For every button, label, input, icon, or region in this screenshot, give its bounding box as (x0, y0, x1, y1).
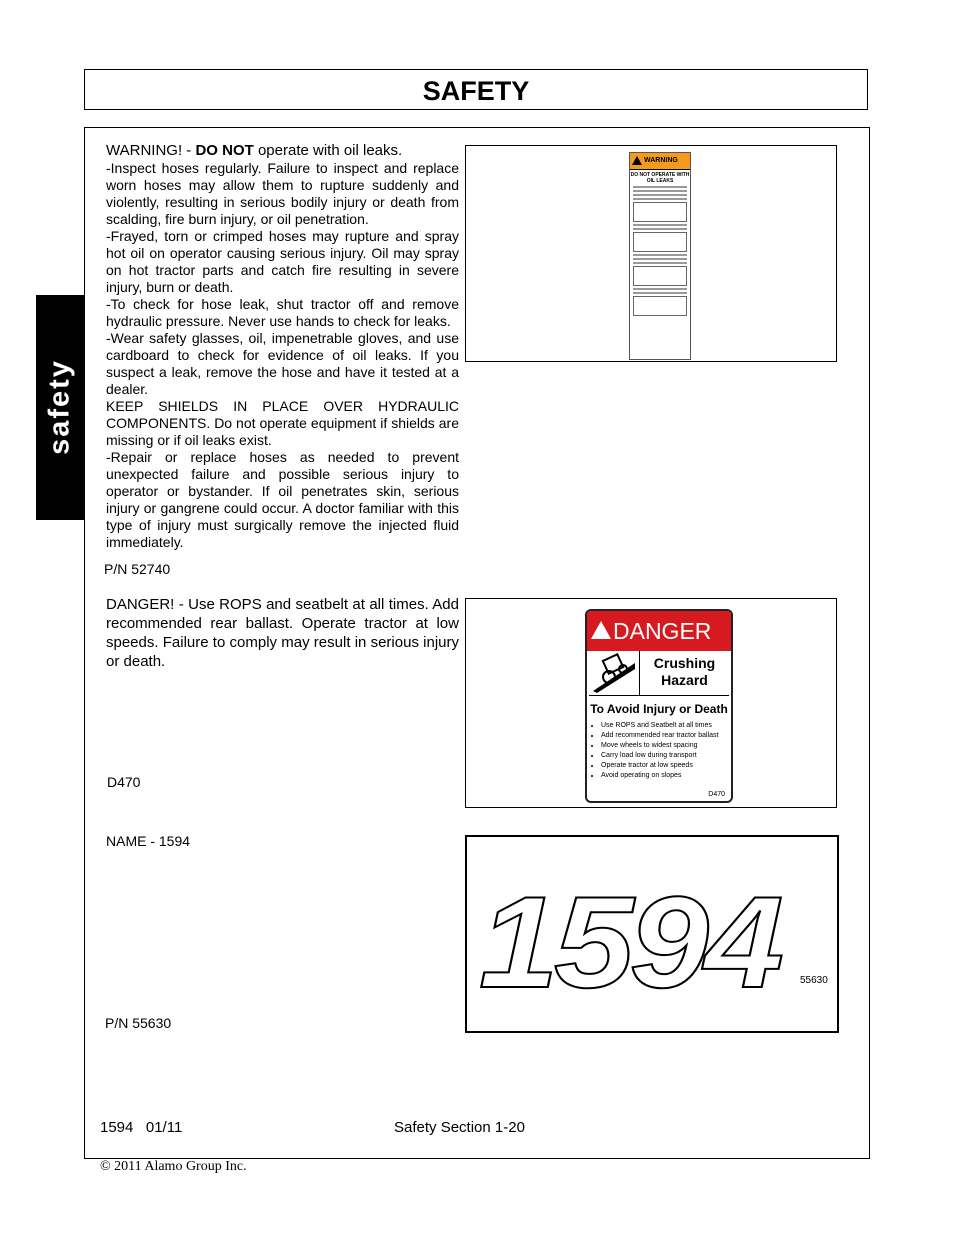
hand-check-icon (633, 232, 687, 252)
hose-spray-icon (633, 202, 687, 222)
danger-triangle-icon (591, 621, 611, 639)
warning-heading: WARNING! - DO NOT operate with oil leaks. (106, 142, 403, 159)
copyright: © 2011 Alamo Group Inc. (100, 1159, 247, 1174)
name-part-number: P/N 55630 (105, 1015, 172, 1031)
warning-paragraph: -Wear safety glasses, oil, impenetrable gloves, and use cardboard to check for evidence of oil leaks. If you suspect a leak, remove the hose and have it tested at a dealer. (106, 330, 459, 397)
name-decal-box (465, 835, 839, 1033)
warning-paragraph: -Frayed, torn or crimped hoses may rupture and spray hot oil on operator causing serious injury. Oil may spray on hot tractor parts and catch fire resulting in severe injury, burn or death. (106, 228, 459, 295)
warning-triangle-icon (632, 156, 642, 165)
list-item: • Avoid operating on slopes (601, 771, 731, 781)
model-number-decal: 1594 (479, 869, 780, 1015)
danger-avoid-title: To Avoid Injury or Death (590, 702, 728, 716)
footer-section: Safety Section 1-20 (394, 1119, 525, 1136)
warning-paragraph: -To check for hose leak, shut tractor off and remove hydraulic pressure. Never use hands to check for leaks. (106, 296, 459, 329)
warning-paragraph: -Inspect hoses regularly. Failure to inspect and replace worn hoses may allow them to rupture suddenly and violently, resulting in serious bodily injury or death from scalding, fire burn injury, or oil penetration. (106, 160, 459, 227)
list-item: • Move wheels to widest spacing (601, 741, 731, 751)
page-header (84, 69, 868, 110)
side-tab-label: safety (43, 359, 76, 455)
page-title: SAFETY (422, 76, 530, 106)
warning-decal-title: DO NOT OPERATE WITH OIL LEAKS (630, 172, 690, 184)
warning-part-number: P/N 52740 (104, 561, 171, 577)
list-item: • Add recommended rear tractor ballast (601, 731, 731, 741)
danger-text: DANGER! - Use ROPS and seatbelt at all times. Add recommended rear ballast. Operate tractor at low speeds. Failure to comply may result in serious injury or death. (106, 596, 459, 670)
warning-paragraph: -Repair or replace hoses as needed to prevent unexpected failure and possible serious injury to operator or bystander. If oil penetrates skin, serious injury or gangrene could occur. A doctor familiar with this type of injury must surgically remove the injected fluid immediately. (106, 449, 459, 550)
danger-instructions (601, 721, 731, 781)
injection-icon (633, 296, 687, 316)
list-item: • Operate tractor at low speeds (601, 761, 731, 771)
footer-model-date: 1594 01/11 (100, 1119, 183, 1136)
danger-decal (585, 609, 733, 803)
warning-decal-box (465, 145, 837, 362)
danger-part-number: D470 (107, 774, 141, 790)
tractor-rollover-icon (589, 651, 640, 695)
list-item: • Carry load low during transport (601, 751, 731, 761)
danger-hazard-title: Crushing Hazard (653, 655, 716, 688)
danger-decal-header: DANGER (587, 611, 731, 651)
name-decal-code: 55630 (800, 975, 828, 986)
shield-icon (633, 266, 687, 286)
danger-decal-box (465, 598, 837, 808)
list-item: • Use ROPS and Seatbelt at all times (601, 721, 731, 731)
warning-text (106, 142, 459, 551)
warning-decal-header: WARNING (630, 153, 690, 170)
danger-decal-code: D470 (708, 791, 725, 798)
name-label: NAME - 1594 (106, 833, 191, 849)
warning-paragraph: KEEP SHIELDS IN PLACE OVER HYDRAULIC COMPONENTS. Do not operate equipment if shields are missing or if oil leaks exist. (106, 398, 459, 448)
side-tab (36, 295, 84, 520)
warning-decal (629, 152, 691, 360)
